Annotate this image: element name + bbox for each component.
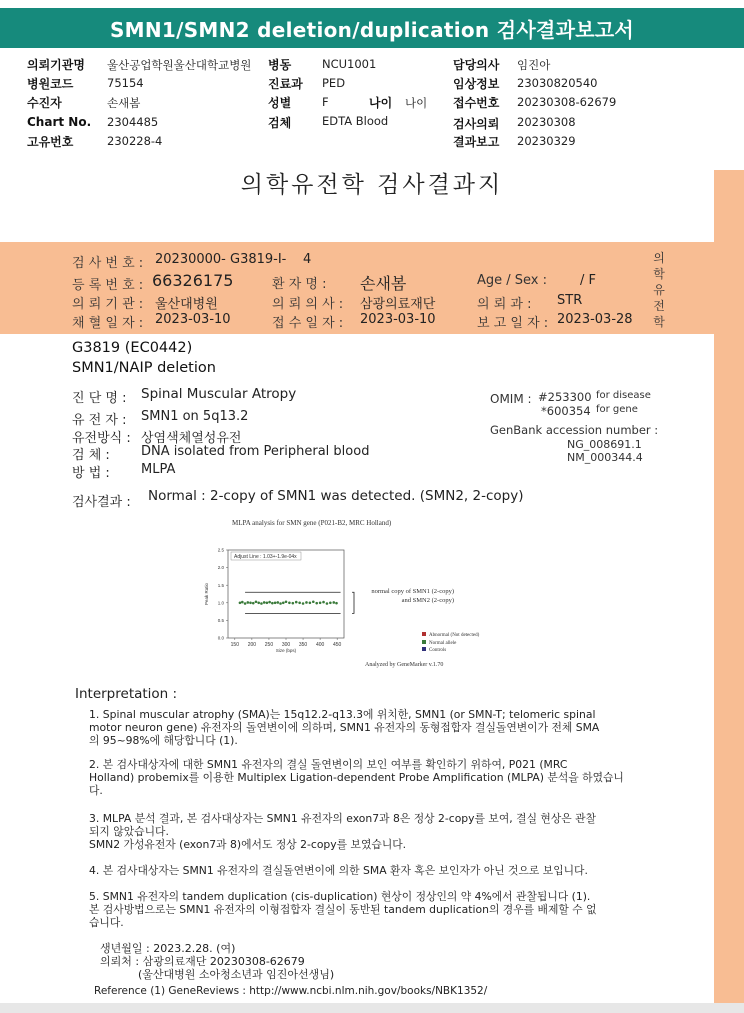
chart-point [268,601,271,604]
institution-label: 의 뢰 기 관 : [72,297,144,312]
omim-label: OMIM : [490,392,532,406]
chart-point [257,602,260,605]
chart-point [282,602,285,605]
info-label-ward: 병동 [268,58,292,72]
test-code: G3819 (EC0442) [72,340,193,356]
info-value-unique-no: 230228-4 [107,134,163,148]
chart-annotation [368,588,454,605]
chart-annotation-line: and SMN2 (2-copy) [401,596,454,604]
info-label-receipt: 접수번호 [453,96,500,110]
detail-label-diagnosis: 진 단 명 : [72,391,127,406]
chart-point [335,602,338,605]
info-value-clinical: 23030820540 [517,76,598,90]
chart-y-tick-label: 1.0 [217,600,224,606]
info-value-chart-no: 2304485 [107,115,159,129]
omim-disease-text: for disease [596,390,651,401]
interpretation-line: 2. 본 검사대상자에 대한 SMN1 유전자의 결실 돌연변이의 보인 여부를 확인하기 위하여, P021 (MRC [89,758,568,771]
detail-value-method: MLPA [141,462,176,477]
chart-point [305,601,308,604]
report-footer [100,942,334,981]
chart-x-tick-label: 400 [315,642,325,648]
chart-x-tick-label: 350 [298,642,308,648]
interpretation-line: 되지 않았습니다. [89,825,169,838]
side-char: 학 [653,315,665,329]
info-value-age: 나이 [405,96,428,110]
side-char: 전 [653,299,665,313]
chart-point [315,602,318,605]
chart-point [295,601,298,604]
info-label-patient: 수진자 [27,96,62,110]
receive-date-value: 2023-03-10 [360,312,436,327]
test-name: SMN1/NAIP deletion [72,360,216,376]
interpretation-line: 4. 본 검사대상자는 SMN1 유전자의 결실돌연변이에 의한 SMA 환자 혹은 보인자가 아닌 것으로 보입니다. [89,864,588,877]
report-date-value: 2023-03-28 [557,312,633,327]
chart-y-axis-label: Peak Ratio [204,582,209,606]
age-sex-label: Age / Sex : [477,273,548,288]
genbank-id: NM_000344.4 [567,451,643,464]
omim-gene-id: *600354 [541,404,591,418]
info-label-unique-no: 고유번호 [27,135,74,149]
chart-bracket [352,592,354,613]
doctor-label: 의 뢰 의 사 : [272,297,344,312]
info-value-specimen: EDTA Blood [322,114,389,128]
interpretation-line: 본 검사방법으로는 SMN1 유전자의 이형접합자 결실이 동반된 tandem duplication의 경우를 배제할 수 없 [89,903,597,916]
result-text: Normal : 2-copy of SMN1 was detected. (SMN2, 2-copy) [148,488,524,504]
report-side-label [651,250,667,330]
legend-swatch [422,632,426,636]
chart-point [279,602,282,605]
info-value-patient: 손새봄 [107,96,141,110]
mlpa-chart-title: MLPA analysis for SMN gene (P021-B2, MRC Holland) [232,519,392,527]
chart-x-tick-label: 200 [247,642,257,648]
info-value-department: PED [322,76,346,90]
chart-point [246,601,249,604]
receive-date-label: 접 수 일 자 : [272,316,344,331]
chart-point [244,602,247,605]
interpretation-line: 습니다. [89,916,124,929]
chart-credit: Analyzed by GeneMarker v.1.70 [365,662,444,668]
detail-label-inheritance: 유전방식 : [72,431,131,446]
chart-point [322,601,325,604]
chart-point [288,602,291,605]
chart-point [255,600,258,603]
reg-no-label: 등 록 번 호 : [72,278,144,293]
chart-y-tick-label: 0.0 [217,635,224,641]
info-label-report-date: 결과보고 [453,135,500,149]
patient-value: 손새봄 [360,274,407,293]
chart-x-tick-label: 250 [264,642,274,648]
interpretation-item [89,812,649,851]
chart-y-tick-label: 1.5 [217,582,224,588]
legend-item-normal [422,640,479,648]
reg-no-value: 66326175 [152,271,234,290]
interpretation-title: Interpretation : [75,686,178,702]
ward-label: 의 뢰 과 : [477,297,532,312]
patient-label: 환 자 명 : [272,277,327,292]
collect-date-label: 채 혈 일 자 : [72,316,144,331]
result-label: 검사결과 : [72,495,131,510]
chart-point [329,602,332,605]
chart-point [326,602,329,605]
info-label-request-date: 검사의뢰 [453,117,500,131]
info-label-department: 진료과 [268,77,303,91]
omim-gene-text: for gene [596,404,638,415]
report-date-label: 보 고 일 자 : [477,316,549,331]
chart-point [292,602,295,605]
legend-label: Controls [429,648,447,653]
chart-point [241,601,244,604]
legend-item-controls [422,647,479,655]
genbank-label: GenBank accession number : [490,423,659,437]
report-banner-title: SMN1/SMN2 deletion/duplication 검사결과보고서 [0,8,744,48]
chart-x-axis-label: Size (bps) [275,648,297,653]
info-label-chart-no: Chart No. [27,115,92,129]
chart-point [319,602,322,605]
info-label-age: 나이 [369,96,393,110]
side-char: 학 [653,267,665,281]
interpretation-line: Holland) probemix를 이용한 Multiplex Ligation-dependent Probe Amplification (MLPA) 분석을 하였습니 [89,771,624,784]
bottom-rule [0,1003,744,1013]
legend-item-abnormal [422,632,479,640]
chart-x-tick-label: 300 [281,642,291,648]
info-value-ward: NCU1001 [322,57,377,71]
genbank-id: NG_008691.1 [567,438,642,451]
chart-x-tick-label: 150 [230,642,239,648]
interpretation-item [89,864,649,877]
info-label-specimen: 검체 [268,116,292,130]
info-value-doctor: 임진아 [517,58,551,72]
test-no-label: 검 사 번 호 : [72,256,144,271]
detail-value-gene: SMN1 on 5q13.2 [141,409,249,424]
legend-label: Normal allele [429,640,457,646]
test-no-suffix: 4 [303,252,312,267]
chart-y-tick-label: 0.5 [217,618,224,623]
interpretation-line: 5. SMN1 유전자의 tandem duplication (cis-duplication) 현상이 정상인의 약 4%에서 관찰됩니다 (1). [89,890,591,903]
chart-x-tick-label: 450 [333,642,342,648]
chart-point [266,602,269,605]
detail-value-specimen: DNA isolated from Peripheral blood [141,444,370,459]
footer-birth: 생년월일 : 2023.2.28. (여) [100,942,236,955]
interpretation-line: 3. MLPA 분석 결과, 본 검사대상자는 SMN1 유전자의 exon7과 8은 정상 2-copy를 보여, 결실 현상은 관찰 [89,812,597,825]
interpretation-item [89,708,649,747]
info-label-sex: 성별 [268,96,292,110]
interpretation-line: 의 95~98%에 해당합니다 (1). [89,734,238,747]
interpretation-line: motor neuron gene) 유전자의 돌연변이에 의하며, SMN1 유전자의 동형접합자 결실돌연변이가 전체 SMA [89,721,600,734]
interpretation-item [89,758,649,797]
chart-point [302,602,305,605]
info-label-institution: 의뢰기관명 [27,58,85,72]
ward-value: STR [557,293,583,308]
chart-point [309,602,312,605]
chart-point [285,600,288,603]
side-char: 의 [653,251,665,265]
info-value-hospital-code: 75154 [107,76,144,90]
chart-point [298,602,301,605]
chart-point [271,602,274,605]
chart-point [260,602,263,605]
chart-point [332,601,335,604]
chart-point [274,602,277,605]
chart-legend [422,632,479,655]
info-grid [0,52,744,152]
chart-annotation-line: normal copy of SMN1 (2-copy) [371,588,454,595]
info-value-sex: F [322,95,329,109]
omim-disease-id: #253300 [538,390,592,404]
collect-date-value: 2023-03-10 [155,312,231,327]
age-sex-value: / F [580,273,596,288]
footer-client-sub: (울산대병원 소아청소년과 임진아선생님) [138,968,335,981]
info-value-receipt: 20230308-62679 [517,95,617,109]
interpretation-line: SMN2 가성유전자 (exon7과 8)에서도 정상 2-copy를 보였습니다. [89,838,407,851]
interpretation-line: 다. [89,784,103,797]
detail-label-specimen: 검 체 : [72,448,110,463]
chart-point [252,602,255,605]
info-value-report-date: 20230329 [517,134,576,148]
chart-plot-frame [228,550,344,638]
doctor-value: 삼광의료재단 [360,297,436,312]
detail-value-diagnosis: Spinal Muscular Atropy [141,386,297,402]
info-label-hospital-code: 병원코드 [27,77,74,91]
interpretation-item [89,890,649,929]
info-value-institution: 울산공업학원울산대학교병원 [107,58,252,72]
detail-value-inheritance: 상염색체열성유전 [141,431,242,446]
side-char: 유 [653,283,665,297]
chart-point [277,601,280,604]
chart-y-tick-label: 2.5 [217,547,224,553]
legend-swatch [422,647,426,651]
report-title: 의학유전학 검사결과지 [240,172,504,198]
mlpa-chart [200,540,480,680]
chart-adjust-label: Adjust Line : 1.03+-1.9e-04x [234,554,297,560]
info-label-clinical: 임상정보 [453,77,500,91]
chart-point [312,600,315,603]
detail-label-method: 방 법 : [72,466,110,481]
footer-client: 의뢰처 : 삼광의료재단 20230308-62679 [100,955,305,968]
chart-y-tick-label: 2.0 [217,565,224,571]
chart-point [249,602,252,605]
chart-point [239,602,242,605]
detail-label-gene: 유 전 자 : [72,413,127,428]
info-value-request-date: 20230308 [517,115,576,129]
legend-label: Abnormal (Not detected) [429,633,480,638]
institution-value: 울산대병원 [155,297,218,312]
test-no-value: 20230000- G3819-I- [155,252,287,267]
interpretation-line: 1. Spinal muscular atrophy (SMA)는 15q12.2-q13.3에 위치한, SMN1 (or SMN-T; telomeric spinal [89,708,596,721]
chart-point [263,601,266,604]
legend-swatch [422,640,426,644]
info-label-doctor: 담당의사 [453,58,500,72]
footer-reference: Reference (1) GeneReviews : http://www.ncbi.nlm.nih.gov/books/NBK1352/ [94,985,488,997]
